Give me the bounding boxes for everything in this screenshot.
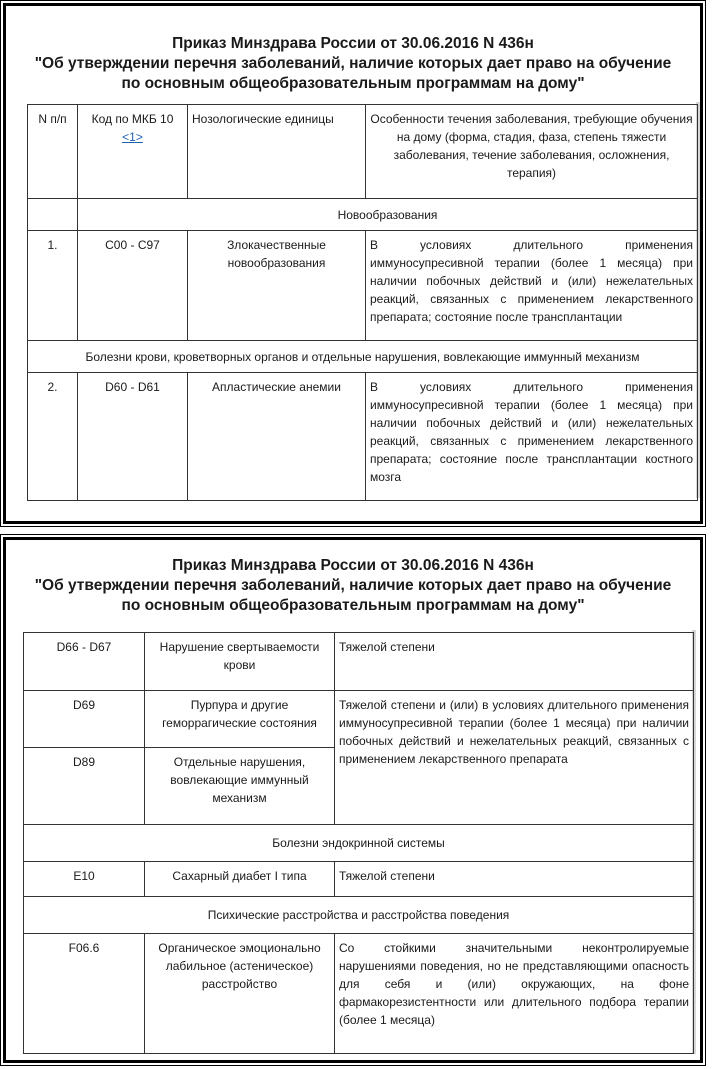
title-line-2: "Об утверждении перечня заболеваний, наличие которых дает право на обучение [34,55,672,72]
disease-features: Со стойкими значительными неконтролируемые нарушениями поведения, но не представляющими опасность для себя и (или) окружающих, на фоне фармакорезистентности или длительного подбора терапии (более 1 месяца) [335,934,694,1054]
col-header-code [78,105,188,199]
title-line-1: Приказ Минздрава России от 30.06.2016 N 436н [172,35,534,52]
document-page-2 [3,537,703,1063]
section-row [24,825,694,862]
table-row [24,934,694,1054]
icd-code: D89 [24,748,145,825]
table-row [24,862,694,897]
nosology-name: Апластические анемии [188,373,366,501]
nosology-name: Злокачественные новообразования [188,231,366,341]
disease-features: Тяжелой степени [335,862,694,897]
nosology-name: Нарушение свертываемости крови [145,633,335,691]
col-header-features: Особенности течения заболевания, требующие обучения на дому (форма, стадия, фаза, степень тяжести заболевания, течение заболевания, осложнения, терапия) [366,105,698,199]
nosology-name: Пурпура и другие геморрагические состояния [145,691,335,748]
section-title: Болезни крови, кроветворных органов и отдельные нарушения, вовлекающие иммунный механизм [28,341,698,373]
table-row [24,633,694,691]
table-header-row [28,105,698,199]
title-line-2: "Об утверждении перечня заболеваний, наличие которых дает право на обучение [34,577,672,594]
col-header-code-label: Код по МКБ 10 [91,112,174,126]
page-title [6,556,700,616]
row-number: 1. [28,231,78,341]
disease-features: В условиях длительного применения иммуносупресивной терапии (более 1 месяца) при наличии побочных действий и (или) нежелательных реакций, связанных с применением лекарственного препарата; состояние после трансплантации [366,231,698,341]
table-row [28,373,698,501]
icd-code: E10 [24,862,145,897]
icd-code: D60 - D61 [78,373,188,501]
row-number: 2. [28,373,78,501]
table-row [28,231,698,341]
icd-code: D69 [24,691,145,748]
disease-features: Тяжелой степени и (или) в условиях длительного применения иммуносупресивной терапии (более 1 месяца) при наличии побочных действий и нежелательных реакций, связанных с применением лекарственного препарата [335,691,694,825]
section-row [28,341,698,373]
section-title: Новообразования [78,199,698,231]
footnote-link[interactable]: <1> [122,130,143,144]
section-title: Психические расстройства и расстройства поведения [24,897,694,934]
col-header-num: N п/п [28,105,78,199]
icd-code: C00 - C97 [78,231,188,341]
icd-code: F06.6 [24,934,145,1054]
nosology-name: Органическое эмоционально лабильное (астеническое) расстройство [145,934,335,1054]
icd-code: D66 - D67 [24,633,145,691]
disease-table [23,632,694,1054]
table-row [24,691,694,748]
empty-cell [28,199,78,231]
document-page-1 [3,3,703,524]
title-line-3: по основным общеобразовательным программам на дому" [121,75,585,92]
section-row [24,897,694,934]
nosology-name: Сахарный диабет I типа [145,862,335,897]
nosology-name: Отдельные нарушения, вовлекающие иммунный механизм [145,748,335,825]
disease-features: Тяжелой степени [335,633,694,691]
page-title [6,34,700,94]
section-row [28,199,698,231]
disease-features: В условиях длительного применения иммуносупресивной терапии (более 1 месяца) при наличии побочных действий и (или) нежелательных реакций, связанных с применением лекарственного препарата; состояние после трансплантации костного мозга [366,373,698,501]
section-title: Болезни эндокринной системы [24,825,694,862]
title-line-3: по основным общеобразовательным программам на дому" [121,597,585,614]
disease-table [27,104,698,501]
title-line-1: Приказ Минздрава России от 30.06.2016 N 436н [172,557,534,574]
col-header-name: Нозологические единицы [188,105,366,199]
